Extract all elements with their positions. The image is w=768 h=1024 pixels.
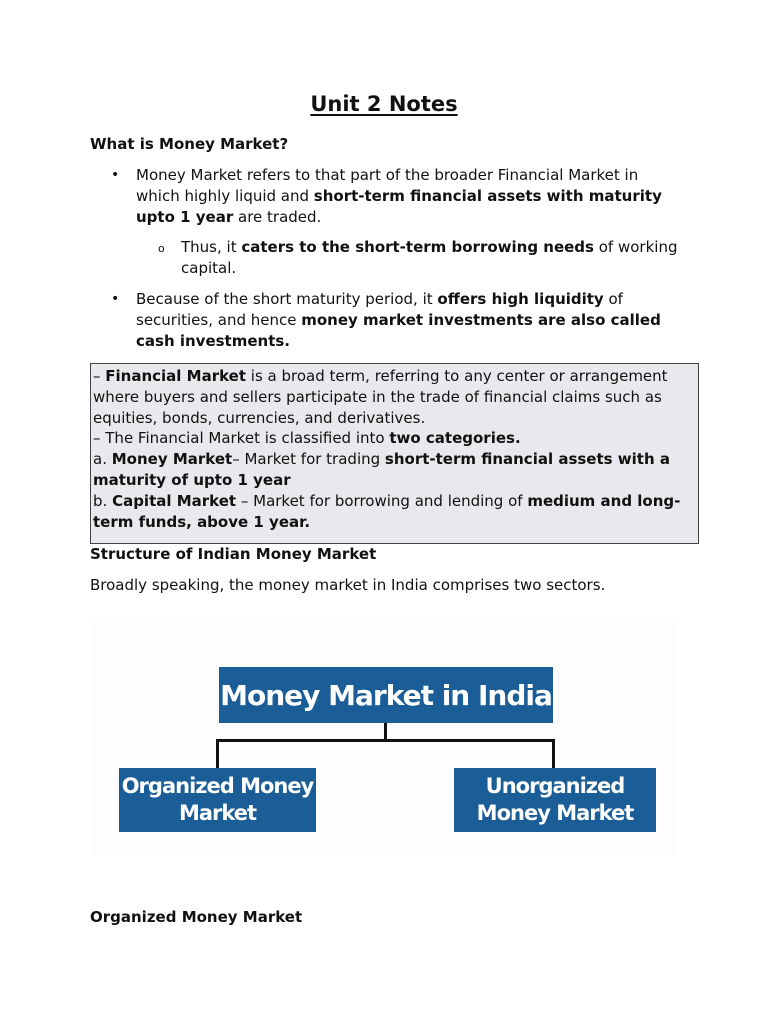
circle-bullet-icon: o — [158, 242, 165, 255]
bullet-dot-icon: • — [111, 291, 120, 307]
diagram-root-node: Money Market in India — [219, 667, 553, 723]
section-heading-structure: Structure of Indian Money Market — [90, 545, 377, 563]
note-line-categories: – The Financial Market is classified into two categories. — [93, 429, 521, 448]
bullet-money-market-definition: • Money Market refers to that part of the broader Financial Market in which highly liquid and short-term financial assets with maturity upto 1 year are traded. — [111, 166, 662, 226]
connector-horizontal — [216, 739, 555, 742]
diagram-node-organized: Organized Money Market — [119, 768, 316, 832]
page-title: Unit 2 Notes — [310, 92, 458, 116]
note-line-capital-market: b. Capital Market – Market for borrowing and lending of medium and long-term funds, above 1 year. — [93, 491, 681, 531]
connector-vertical-right — [552, 739, 555, 768]
note-line-money-market: a. Money Market– Market for trading short-term financial assets with a maturity of upto 1 year — [93, 450, 670, 489]
section-heading-money-market: What is Money Market? — [90, 135, 289, 153]
structure-paragraph: Broadly speaking, the money market in India comprises two sectors. — [90, 576, 606, 594]
connector-vertical-left — [216, 739, 219, 768]
note-line-financial-market: – Financial Market is a broad term, referring to any center or arrangement where buyers and sellers participate in the trade of financial claims such as equities, bonds, currencies, and derivatives. — [93, 367, 668, 427]
bullet-dot-icon: • — [111, 167, 120, 183]
section-heading-organized: Organized Money Market — [90, 908, 303, 926]
bullet-high-liquidity: • Because of the short maturity period, it offers high liquidity of securities, and hence money market investments are also called cash investments. — [111, 290, 661, 350]
diagram-node-unorganized: Unorganized Money Market — [454, 768, 656, 832]
financial-market-note-box — [90, 363, 699, 544]
sub-bullet-working-capital: o Thus, it caters to the short-term borrowing needs of working capital. — [158, 238, 678, 277]
